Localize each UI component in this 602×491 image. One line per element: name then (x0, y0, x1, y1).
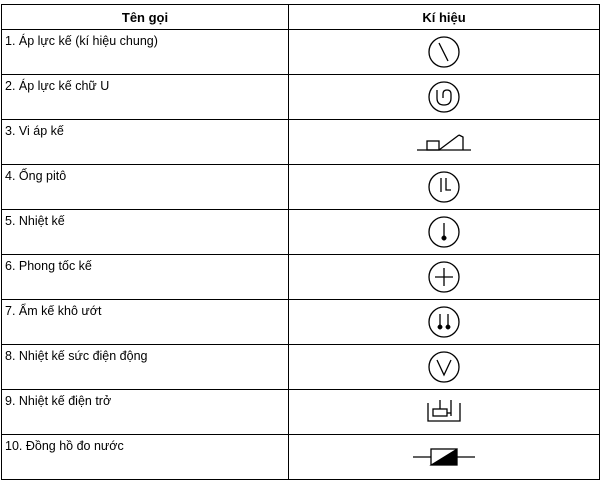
row-name: 9. Nhiệt kế điện trở (2, 390, 289, 435)
row-symbol (289, 435, 600, 480)
row-symbol (289, 30, 600, 75)
row-name: 7. Ẩm kế khô ướt (2, 300, 289, 345)
u-tube-manometer-icon (427, 80, 461, 114)
thermometer-icon (427, 215, 461, 249)
anemometer-icon (427, 260, 461, 294)
row-name: 3. Vi áp kế (2, 120, 289, 165)
header-row (2, 5, 600, 30)
table-row (2, 345, 600, 390)
row-symbol (289, 300, 600, 345)
table-row (2, 390, 600, 435)
row-symbol (289, 165, 600, 210)
row-name: 8. Nhiệt kế sức điện động (2, 345, 289, 390)
row-name: 1. Áp lực kế (kí hiệu chung) (2, 30, 289, 75)
table-row (2, 165, 600, 210)
header-symbol: Kí hiệu (289, 5, 600, 30)
table-row (2, 75, 600, 120)
table-row (2, 30, 600, 75)
row-name: 10. Đồng hồ đo nước (2, 435, 289, 480)
pressure-gauge-icon (427, 35, 461, 69)
table-row (2, 210, 600, 255)
table-row (2, 300, 600, 345)
resistance-thermometer-icon (424, 397, 464, 427)
table-row (2, 435, 600, 480)
row-symbol (289, 390, 600, 435)
row-name: 2. Áp lực kế chữ U (2, 75, 289, 120)
thermocouple-icon (427, 350, 461, 384)
symbol-table (1, 4, 600, 480)
row-symbol (289, 255, 600, 300)
psychrometer-icon (427, 305, 461, 339)
row-symbol (289, 210, 600, 255)
table-row (2, 120, 600, 165)
micromanometer-icon (415, 129, 473, 155)
header-name: Tên gọi (2, 5, 289, 30)
row-name: 5. Nhiệt kế (2, 210, 289, 255)
table-row (2, 255, 600, 300)
pitot-tube-icon (427, 170, 461, 204)
water-meter-icon (411, 447, 477, 467)
row-name: 4. Ống pitô (2, 165, 289, 210)
row-symbol (289, 75, 600, 120)
row-name: 6. Phong tốc kế (2, 255, 289, 300)
row-symbol (289, 120, 600, 165)
row-symbol (289, 345, 600, 390)
